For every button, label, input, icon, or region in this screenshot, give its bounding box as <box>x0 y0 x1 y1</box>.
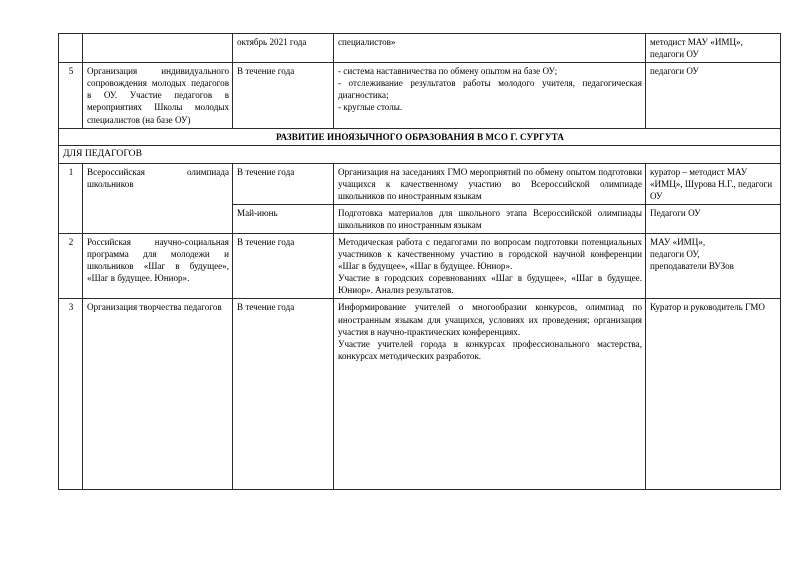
table-row <box>59 163 781 204</box>
row-date-cell: В течение года <box>233 63 334 128</box>
detail-line: Участие учителей города в конкурсах профессионального мастерства, конкурсах методических разработок. <box>338 338 642 361</box>
row-date-cell: октябрь 2021 года <box>233 34 334 63</box>
section-header-row <box>59 128 781 145</box>
detail-line: - система наставничества по обмену опытом на базе ОУ; <box>338 66 558 77</box>
row-responsible-cell: куратор – методист МАУ «ИМЦ», Шурова Н.Г., педагоги ОУ <box>646 163 781 204</box>
plan-table <box>58 33 781 490</box>
responsible-line: преподаватели ВУЗов <box>650 261 734 272</box>
row-detail-cell <box>334 233 646 298</box>
detail-line: - отслеживание результатов работы молодого учителя, педагогическая диагностика; <box>338 78 642 101</box>
row-date-cell: Май-июнь <box>233 204 334 233</box>
table-row <box>59 34 781 63</box>
row-number-cell: 1 <box>59 163 83 233</box>
row-detail-cell: Организация на заседаниях ГМО мероприятий по обмену опытом подготовки учащихся к качественному участию во Всероссийской олимпиаде школьников по иностранным языкам <box>334 163 646 204</box>
row-number-cell: 2 <box>59 233 83 298</box>
row-responsible-cell: Педагоги ОУ <box>646 204 781 233</box>
row-detail-cell: специалистов» <box>334 34 646 63</box>
row-responsible-cell: методист МАУ «ИМЦ», педагоги ОУ <box>646 34 781 63</box>
row-responsible-cell: педагоги ОУ <box>646 63 781 128</box>
subsection-header-row <box>59 145 781 163</box>
detail-line: Информирование учителей о многообразии конкурсов, олимпиад по иностранным языкам для учащихся, условиях их проведения; организация участия в научно-практических конференциях. <box>338 302 642 337</box>
detail-line: Участие в городских соревнованиях «Шаг в будущее», «Шаг в будущее. Юниор». Анализ результатов. <box>338 273 642 296</box>
row-date-cell: В течение года <box>233 299 334 490</box>
row-responsible-cell: Куратор и руководитель ГМО <box>646 299 781 490</box>
row-event-cell: Организация индивидуального сопровождения молодых педагогов в ОУ. Участие педагогов в мероприятиях Школы молодых специалистов (на базе ОУ) <box>83 63 233 128</box>
row-detail-cell <box>334 63 646 128</box>
row-detail-cell <box>334 299 646 490</box>
row-event-cell: Российская научно-социальная программа для молодежи и школьников «Шаг в будущее», «Шаг в будущее. Юниор». <box>83 233 233 298</box>
responsible-line: педагоги ОУ, <box>650 249 700 260</box>
row-event-cell <box>83 34 233 63</box>
section-header: РАЗВИТИЕ ИНОЯЗЫЧНОГО ОБРАЗОВАНИЯ В МСО Г. СУРГУТА <box>59 128 781 145</box>
row-number-cell: 3 <box>59 299 83 490</box>
table-row <box>59 233 781 298</box>
responsible-line: МАУ «ИМЦ», <box>650 236 706 247</box>
detail-line: - круглые столы. <box>338 102 403 113</box>
detail-line: Методическая работа с педагогами по вопросам подготовки потенциальных участников к качественному участию в городской научной конференции «Шаг в будущее», «Шаг в будущее. Юниор». <box>338 236 642 272</box>
row-date-cell: В течение года <box>233 163 334 204</box>
row-number-cell <box>59 34 83 63</box>
row-event-cell: Всероссийская олимпиада школьников <box>83 163 233 233</box>
row-number-cell: 5 <box>59 63 83 128</box>
table-row <box>59 63 781 128</box>
row-responsible-cell <box>646 233 781 298</box>
subsection-header: ДЛЯ ПЕДАГОГОВ <box>59 145 781 163</box>
row-detail-cell: Подготовка материалов для школьного этапа Всероссийской олимпиады школьников по иностранным языкам <box>334 204 646 233</box>
row-date-cell: В течение года <box>233 233 334 298</box>
table-row <box>59 299 781 490</box>
row-event-cell: Организация творчества педагогов <box>83 299 233 490</box>
